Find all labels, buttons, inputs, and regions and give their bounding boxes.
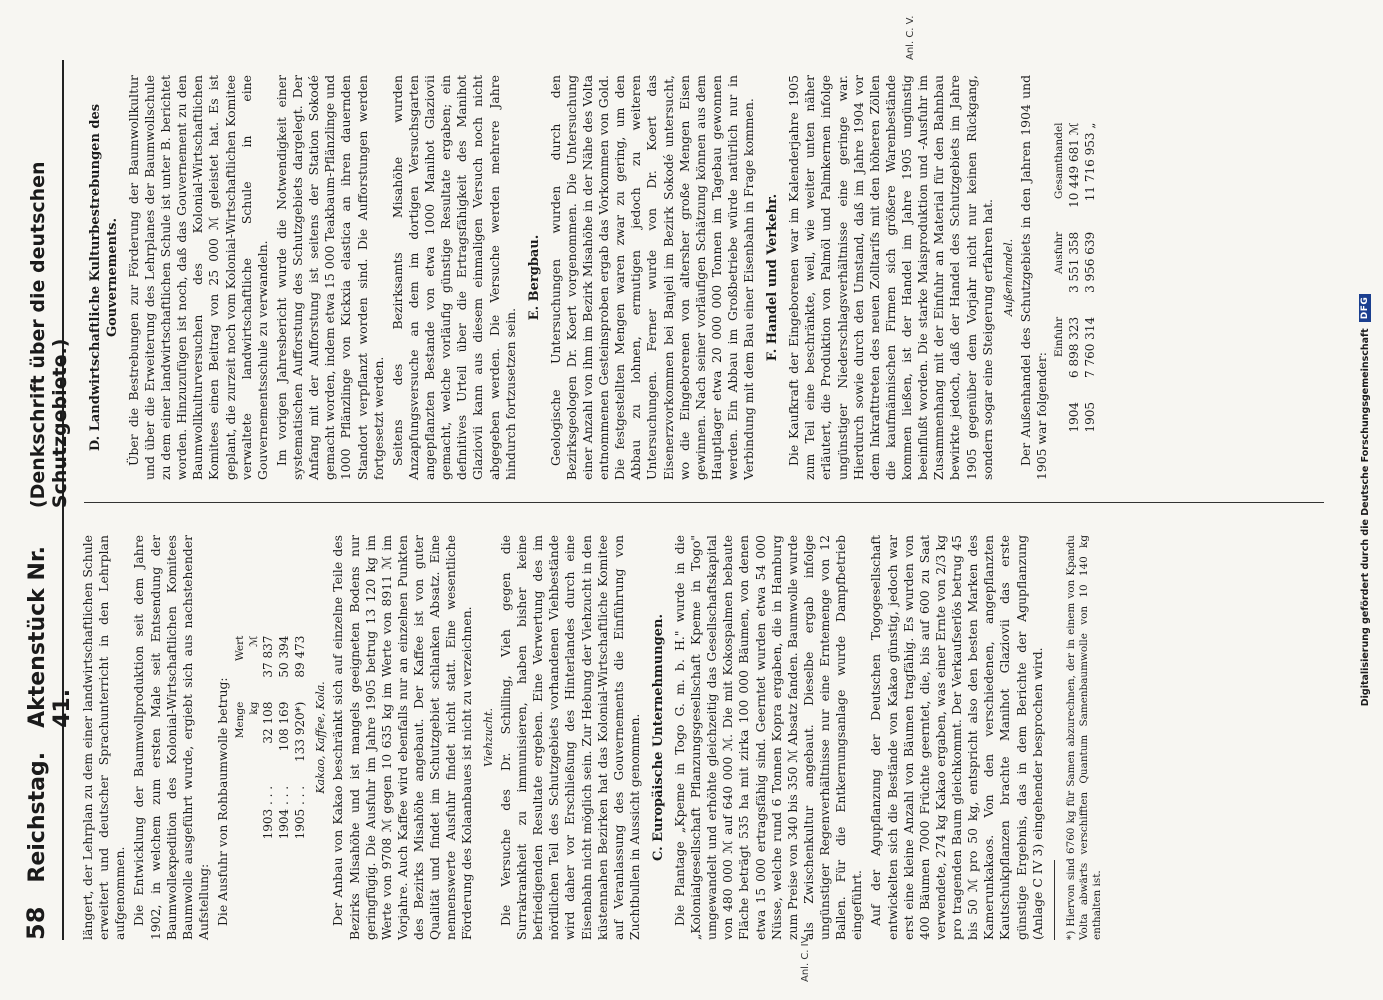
footnote-divider <box>1054 860 1055 940</box>
dfg-logo: DFG <box>1359 294 1371 323</box>
subheading-trade: Außenhandel. <box>1001 238 1015 317</box>
footnote: *) Hiervon sind 6760 kg für Samen abzurechnen, der in einem von Kpandu Volta abwärts verschifften Quantum Samenbaumwolle von 10 140 kg enthalten ist. <box>1065 535 1104 940</box>
table-row: 1904 6 898 323 3 551 358 10 449 681 ℳ <box>1067 122 1081 433</box>
paragraph: längert, der Lehrplan zu dem einer landwirtschaftlichen Schule erweitert und deutscher Sprachunterricht in den Lehrplan aufgenommen. <box>80 535 128 940</box>
table-unit: ℳ <box>247 635 260 647</box>
margin-note-right: Anl. C. V. <box>905 15 916 60</box>
left-column <box>80 535 1323 940</box>
paragraph: Die Versuche des Dr. Schilling, Vieh gegen die Surrakrankheit zu immunisieren, haben bisher keine befriedigenden Resultate ergeben. Eine Verwertung des im nördlichen Teil des Schutzgebiets vorhandenen Viehbestände wird daher vor Erschließung des Hinterlandes durch eine Eisenbahn nicht möglich sein. Zur Hebung der Viehzucht in den küstennahen Bezirken hat das Kolonial-Wirtschaftliche Komitee auf Veranlassung des Gouvernements die Einführung von Zuchtbullen in Aussicht genommen. <box>497 535 642 940</box>
table-header: Ausfuhr <box>1053 231 1066 274</box>
running-title: (Denkschrift über die deutschen Schutzgebiete.) <box>27 161 71 509</box>
paragraph: Im vorigen Jahresbericht wurde die Notwendigkeit einer systematischen Aufforstung des Schutzgebiets dargelegt. Der Anfang mit der Aufforstung ist seitens der Station Sokodé gemacht worden, indem etwa 15 000 Teakbaum-Pflänzlinge und 1000 Pflänzlinge von Kickxia elastica an ihren dauernden Standort verpflanzt worden sind. Die Aufforstungen werden fortgesetzt werden. <box>273 75 386 480</box>
column-divider <box>84 502 1324 503</box>
cotton-export-table <box>234 624 308 852</box>
table-unit: kg <box>247 701 260 715</box>
table-row: 1905 . . . 133 920*) 89 473 <box>292 635 307 840</box>
paragraph: Die Ausfuhr von Rohbaumwolle betrug: <box>215 677 230 926</box>
paragraph: Über die Bestrebungen zur Förderung der Baumwollkultur und über die Erweiterung des Lehrplanes der Baumwollschule zu dem einer landwirtschaftlichen Schule ist unter B. berichtet worden. Hinzuzufügen ist noch, daß das Gouvernement zu den Baumwollkulturversuchen des Kolonial-Wirtschaftlichen Komitees einen Beitrag von 25 000 ℳ geleistet hat. Es ist geplant, die zurzeit noch vom Kolonial-Wirtschaftlichen Komitee verwaltete landwirtschaftliche Schule in eine Gouvernementsschule zu verwandeln. <box>125 75 270 480</box>
margin-note-left: Anl. C. IV. <box>800 934 811 982</box>
paragraph: Geologische Untersuchungen wurden durch den Bezirksgeologen Dr. Koert vorgenommen. Die Untersuchung einer Anzahl von ihm im Bezirk Misahöhe in der Nähe des Volta entnommenen Gesteinsproben ergab das Vorkommen von Gold. Die festgestellten Mengen waren zwar zu gering, um den Abbau zu lohnen, ermutigen jedoch zu weiteren Untersuchungen. Ferner wurde von Dr. Koert das Eisenerzvorkommen bei Banjeli im Bezirk Sokodé untersucht, wo die Eingeborenen von altersher große Mengen Eisen gewinnen. Nach seiner vorläufigen Schätzung können aus dem Hauptlager etwa 20 000 000 Tonnen im Tagebau gewonnen werden. Ein Abbau im Großbetriebe würde natürlich nur in Verbindung mit dem Bau einer Eisenbahn in Frage kommen. <box>547 75 757 480</box>
section-heading-f: F. Handel und Verkehr. <box>765 193 781 362</box>
page-header <box>22 60 75 940</box>
page-number: 58 <box>22 906 50 940</box>
digitization-text: Digitalisierung gefördert durch die Deutsche Forschungsgemeinschaft <box>1359 328 1371 707</box>
subheading-cocoa: Kakao, Kaffee, Kola. <box>314 681 328 794</box>
table-header: Wert <box>234 635 247 662</box>
digitization-credit <box>1355 8 1375 992</box>
paragraph: Die Plantage „Kpeme in Togo G. m. b. H." wurde in die „Kolonialgesellschaft Pflanzungsgesellschaft Kpeme in Togo" umgewandelt und erhöhte gleichzeitig das Gesellschaftskapital von 480 000 ℳ auf 640 000 ℳ. Die mit Kokospalmen bebaute Fläche beträgt 535 ha mit zirka 100 000 Bäumen, von denen etwa 15 000 ertragsfähig sind. Geerntet wurden etwa 54 000 Nüsse, welche rund 6 Tonnen Kopra ergaben, die in Hamburg zum Preise von 340 bis 350 ℳ Absatz fanden. Baumwolle wurde als Zwischenkultur angebaut. Dieselbe ergab infolge ungünstiger Regenverhältnisse nur eine Erntemenge von 12 Ballen. Für die Entkernungsanlage wurde Dampfbetrieb eingeführt. <box>671 535 865 940</box>
section-heading-e: E. Bergbau. <box>526 234 542 321</box>
table-row: 1905 7 760 314 3 956 639 11 716 953 „ <box>1082 122 1097 433</box>
table-header: Gesamthandel <box>1053 122 1066 199</box>
paragraph: Der Außenhandel des Schutzgebiets in den Jahren 1904 und 1905 war folgender: <box>1018 75 1050 480</box>
trade-table <box>1053 110 1098 444</box>
table-row: 1903 . . . 32 108 37 837 <box>261 635 276 840</box>
journal-title: Reichstag. <box>25 751 50 883</box>
section-heading-d: D. Landwirtschaftliche Kulturbestrebungen des Gouvernements. <box>88 103 120 452</box>
paragraph: Die Entwicklung der Baumwollproduktion seit dem Jahre 1902, in welchem zum ersten Male seit Entsendung der Baumwollexpedition des Kolonial-Wirtschaftlichen Komitees Baumwolle ausgeführt wurde, ergiebt sich aus nachstehender Aufstellung: <box>131 535 211 940</box>
paragraph: Die Kaufkraft der Eingeborenen war im Kalenderjahre 1905 zum Teil eine beschränkte, weil, wie weiter unten näher erläutert, die Produktion von Palmöl und Palmkernen infolge ungünstiger Niederschlagsverhältnisse eine geringe war. Hierdurch sowie durch den Umstand, daß im Jahre 1904 vor dem Inkrafttreten des neuen Zolltarifs mit den höheren Zöllen die kaufmännischen Firmen sich größere Warenbestände kommen ließen, ist der Handel im Jahre 1905 ungünstig beeinflußt worden. Die starke Maisproduktion und -Ausfuhr im Zusammenhang mit der Einfuhr an Material für den Bahnbau bewirkte jedoch, daß der Handel des Schutzgebiets im Jahre 1905 gegenüber dem Vorjahr nicht nur keinen Rückgang, sondern sogar eine Steigerung erfahren hat. <box>786 75 995 480</box>
paragraph: Der Anbau von Kakao beschränkt sich auf einzelne Teile des Bezirks Misahöhe und ist mangels geeigneten Bodens nur geringfügig. Die Ausfuhr im Jahre 1905 betrug 13 120 kg im Werte von 9708 ℳ gegen 10 635 kg im Werte von 8911 ℳ im Vorjahre. Auch Kaffee wird ebenfalls nur an einzelnen Punkten des Bezirks Misahöhe angebaut. Der Kaffee ist von guter Qualität und findet im Schutzgebiet schlanken Absatz. Eine nennenswerte Ausfuhr findet nicht statt. Eine wesentliche Förderung des Kolaanbaues ist nicht zu verzeichnen. <box>330 535 475 940</box>
table-header: Menge <box>234 701 247 739</box>
piece-number: Aktenstück Nr. 41. <box>25 546 75 728</box>
section-heading-c: C. Europäische Unternehmungen. <box>651 613 667 862</box>
table-row: 1904 . . . 108 169 50 394 <box>277 635 291 840</box>
subheading-cattle: Viehzucht. <box>481 708 495 767</box>
paragraph: Auf der Agupflanzung der Deutschen Togogesellschaft entwickelten sich die Bestände von Kakao günstig, jedoch war erst eine kleine Anzahl von Bäumen tragfähig. Es wurden von 400 Bäumen 7000 Früchte geerntet, die, bis auf 600 zu Saat verwendete, 274 kg Kakao ergaben, was einer Ernte von 2/3 kg pro tragenden Baum gleichkommt. Der Verkaufserlös betrug 45 bis 50 ℳ pro 50 kg, entspricht also den besten Marken des Kamerunkakaos. Von den verschiedenen, angepflanzten Kautschukpflanzen brachte Manihot Glaziovii das erste günstige Ergebnis, das in dem Berichte der Agupflanzung (Anlage C IV 3) eingehender besprochen wird. <box>868 535 1045 940</box>
paragraph: Seitens des Bezirksamts Misahöhe wurden Anzapfungsversuche an dem im dortigen Versuchsgarten angepflanzten Bestande von etwa 1000 Manihot Glaziovii gemacht, welche vorläufig günstige Resultate ergaben; ein definitives Urteil über die Ertragsfähigkeit des Manihot Glaziovii kann aus diesem einmaligen Versuch noch nicht abgegeben werden. Die Versuche werden mehrere Jahre hindurch fortzusetzen sein. <box>389 75 518 480</box>
right-column <box>80 75 1323 480</box>
table-header: Einfuhr <box>1053 316 1066 358</box>
